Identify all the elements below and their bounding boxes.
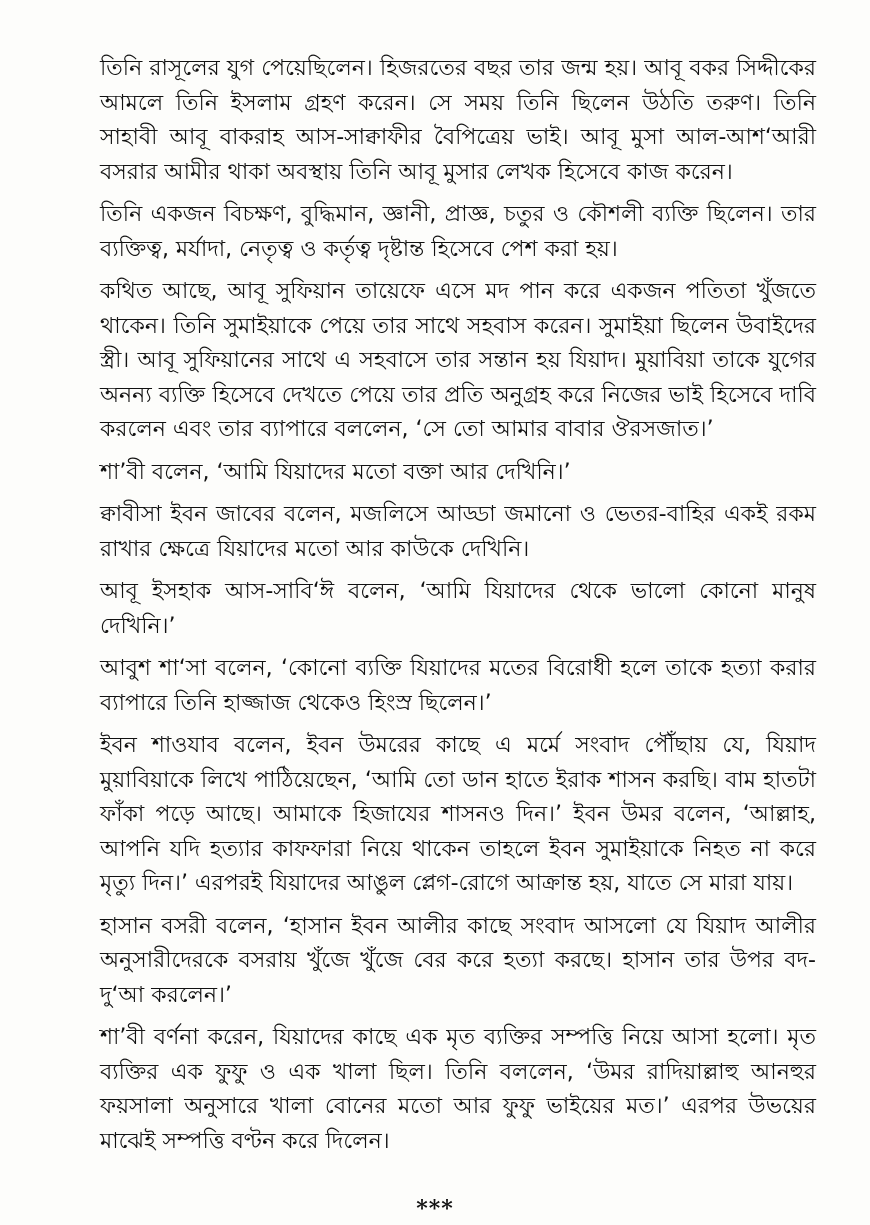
paragraph-3: কথিত আছে, আবূ সুফিয়ান তায়েফে এসে মদ পান করে একজন পতিতা খুঁজতে থাকেন। তিনি সুমাইয়াকে পেয়ে তার সাথে সহবাস করেন। সুমাইয়া ছিলেন উবাইদের স্ত্রী। আবূ সুফিয়ানের সাথে এ সহবাসে তার সন্তান হয় যিয়াদ। মুয়াবিয়া তাকে যুগের অনন্য ব্যক্তি হিসেবে দেখতে পেয়ে তার প্রতি অনুগ্রহ করে নিজের ভাই হিসেবে দাবি করলেন এবং তার ব্যাপারে বললেন, ‘সে তো আমার বাবার ঔরসজাত।’ (100, 279, 816, 442)
paragraph-4: শা’বী বলেন, ‘আমি যিয়াদের মতো বক্তা আর দেখিনি।’ (100, 459, 571, 485)
paragraph-7: আবুশ শা‘সা বলেন, ‘কোনো ব্যক্তি যিয়াদের মতের বিরোধী হলে তাকে হত্যা করার ব্যাপারে তিনি হাজ্জাজ থেকেও হিংস্র ছিলেন।’ (100, 656, 816, 716)
paragraph-9: হাসান বসরী বলেন, ‘হাসান ইবন আলীর কাছে সংবাদ আসলো যে যিয়াদ আলীর অনুসারীদেরকে বসরায় খুঁজে খুঁজে বের করে হত্যা করছে। হাসান তার উপর বদ-দু‘আ করলেন।’ (100, 913, 816, 1008)
paragraph-8: ইবন শাওযাব বলেন, ইবন উমরের কাছে এ মর্মে সংবাদ পৌঁছায় যে, যিয়াদ মুয়াবিয়াকে লিখে পাঠিয়েছেন, ‘আমি তো ডান হাতে ইরাক শাসন করছি। বাম হাতটা ফাঁকা পড়ে আছে। আমাকে হিজাযের শাসনও দিন।’ ইবন উমর বলেন, ‘আল্লাহ, আপনি যদি হত্যার কাফফারা নিয়ে থাকেন তাহলে ইবন সুমাইয়াকে নিহত না করে মৃত্যু দিন।’ এরপরই যিয়াদের আঙুল প্লেগ-রোগে আক্রান্ত হয়, যাতে সে মারা যায়। (100, 733, 816, 896)
paragraph-5: ক্বাবীসা ইবন জাবের বলেন, মজলিসে আড্ডা জমানো ও ভেতর-বাহির একই রকম রাখার ক্ষেত্রে যিয়াদের মতো আর কাউকে দেখিনি। (100, 502, 816, 562)
paragraph-10: শা’বী বর্ণনা করেন, যিয়াদের কাছে এক মৃত ব্যক্তির সম্পত্তি নিয়ে আসা হলো। মৃত ব্যক্তির এক ফুফু ও এক খালা ছিল। তিনি বললেন, ‘উমর রাদিয়াল্লাহু আনহুর ফয়সালা অনুসারে খালা বোনের মতো আর ফুফু ভাইয়ের মত।’ এরপর উভয়ের মাঝেই সম্পত্তি বণ্টন করে দিলেন। (100, 1025, 816, 1154)
paragraph-1: তিনি রাসূলের যুগ পেয়েছিলেন। হিজরতের বছর তার জন্ম হয়। আবূ বকর সিদ্দীকের আমলে তিনি ইসলাম গ্রহণ করেন। সে সময় তিনি ছিলেন উঠতি তরুণ। তিনি সাহাবী আবূ বাকরাহ আস-সাক্বাফীর বৈপিত্রেয় ভাই। আবূ মুসা আল-আশ‘আরী বসরার আমীর থাকা অবস্থায় তিনি আবূ মুসার লেখক হিসেবে কাজ করেন। (100, 56, 816, 185)
paragraph-6: আবূ ইসহাক আস-সাবি‘ঈ বলেন, ‘আমি যিয়াদের থেকে ভালো কোনো মানুষ দেখিনি।’ (100, 579, 816, 639)
page-body-text (100, 52, 816, 1159)
paragraph-2: তিনি একজন বিচক্ষণ, বুদ্ধিমান, জ্ঞানী, প্রাজ্ঞ, চতুর ও কৌশলী ব্যক্তি ছিলেন। তার ব্যক্তিত্ব, মর্যাদা, নেতৃত্ব ও কর্তৃত্ব দৃষ্টান্ত হিসেবে পেশ করা হয়। (100, 202, 816, 262)
section-end-mark: *** (416, 1196, 454, 1222)
